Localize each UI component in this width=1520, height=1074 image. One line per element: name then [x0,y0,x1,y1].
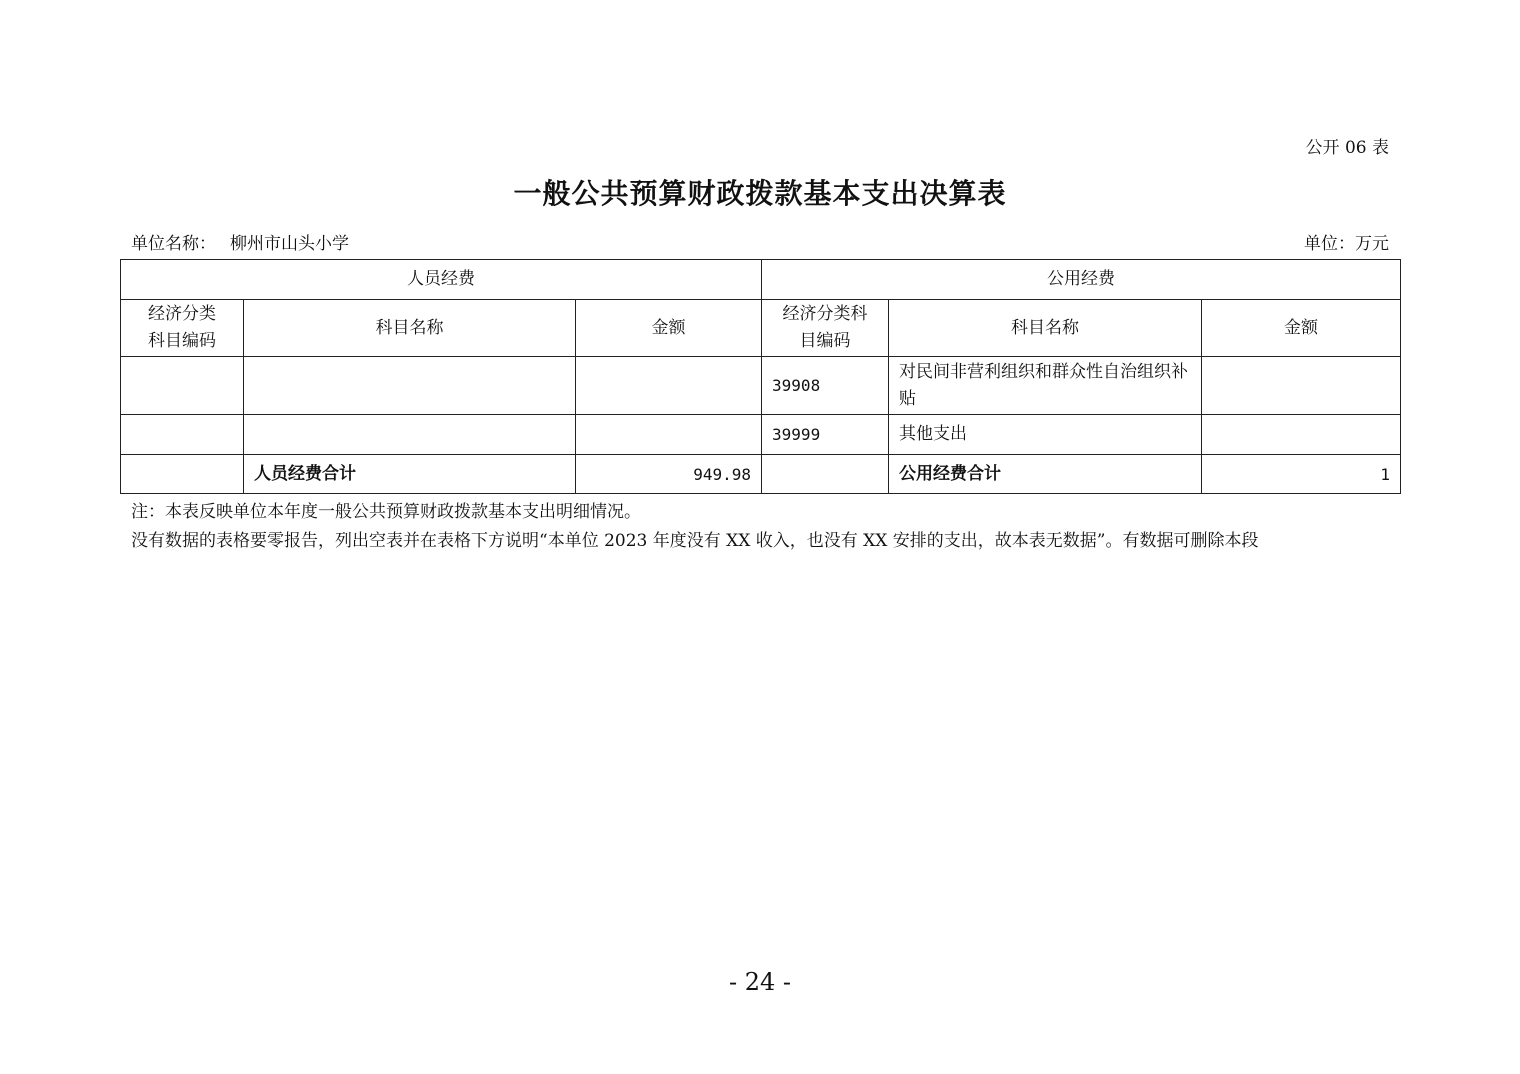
unit-name-block [131,229,349,254]
personnel-code-cell [121,357,244,415]
unit-name-label: 单位名称： [131,234,216,254]
col-header-personnel-amount: 金额 [576,300,762,357]
header-personnel-expenses: 人员经费 [121,260,762,300]
personnel-total-label: 人员经费合计 [244,455,576,494]
personnel-amount-cell [576,357,762,415]
personnel-code-cell [121,415,244,455]
group-header-row [121,260,1401,300]
personnel-name-cell [244,415,576,455]
column-header-row [121,300,1401,357]
public-total-amount: 1 [1202,455,1401,494]
totals-empty-cell [762,455,889,494]
public-code-cell: 39908 [762,357,889,415]
personnel-name-cell [244,357,576,415]
col-header-public-code: 经济分类科目编码 [762,300,889,357]
col-header-personnel-code: 经济分类科目编码 [121,300,244,357]
page-number: - 24 - [728,968,791,996]
unit-info-row [131,229,1389,254]
unit-name-value: 柳州市山头小学 [230,234,349,254]
public-name-cell: 对民间非营利组织和群众性自治组织补贴 [889,357,1202,415]
budget-expenditure-table [120,259,1401,494]
public-amount-cell [1202,415,1401,455]
personnel-total-amount: 949.98 [576,455,762,494]
col-header-personnel-name: 科目名称 [244,300,576,357]
totals-empty-cell [121,455,244,494]
zero-report-instruction: 没有数据的表格要零报告，列出空表并在表格下方说明“本单位 2023 年度没有 XX 收入，也没有 XX 安排的支出，故本表无数据”。有数据可删除本段 [131,531,1259,551]
currency-unit: 单位：万元 [1304,234,1389,254]
col-header-public-amount: 金额 [1202,300,1401,357]
table-row [121,357,1401,415]
personnel-amount-cell [576,415,762,455]
public-name-cell: 其他支出 [889,415,1202,455]
totals-row [121,455,1401,494]
public-amount-cell [1202,357,1401,415]
public-code-cell: 39999 [762,415,889,455]
header-public-expenses: 公用经费 [762,260,1401,300]
table-row [121,415,1401,455]
col-header-public-name: 科目名称 [889,300,1202,357]
form-code: 公开 06 表 [1305,138,1389,158]
public-total-label: 公用经费合计 [889,455,1202,494]
table-note: 注：本表反映单位本年度一般公共预算财政拨款基本支出明细情况。 [131,502,641,522]
page-title: 一般公共预算财政拨款基本支出决算表 [513,177,1007,210]
